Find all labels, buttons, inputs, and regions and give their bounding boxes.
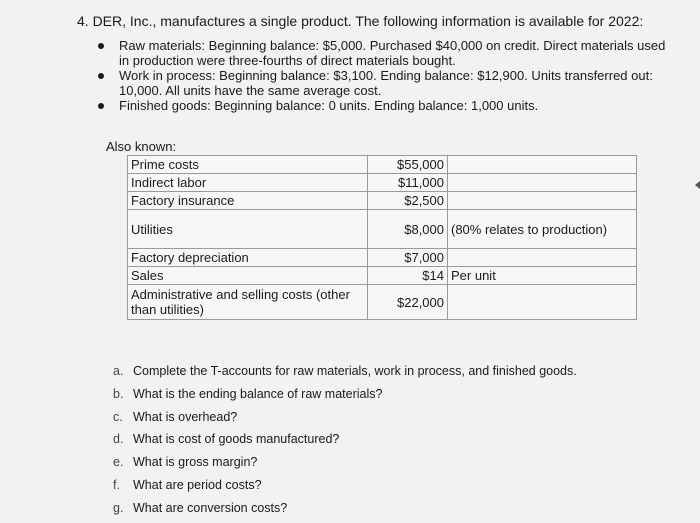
row-note	[448, 174, 637, 192]
row-label: Indirect labor	[128, 174, 368, 192]
row-label: Factory insurance	[128, 192, 368, 210]
question-text: What is overhead?	[133, 409, 238, 424]
cost-data-table	[127, 155, 637, 320]
question-letter: a.	[113, 364, 124, 378]
question-text: What is cost of goods manufactured?	[133, 432, 340, 447]
row-label: Factory depreciation	[128, 249, 368, 267]
bullet-text: Finished goods: Beginning balance: 0 units. Ending balance: 1,000 units.	[119, 98, 539, 113]
question-text: Complete the T-accounts for raw materials, work in process, and finished goods.	[133, 364, 577, 378]
table-row	[128, 249, 637, 267]
row-note	[448, 285, 637, 320]
bullet-dot-icon	[98, 43, 104, 49]
row-amount: $7,000	[368, 249, 448, 267]
row-note: Per unit	[448, 267, 637, 285]
question-text: What is the ending balance of raw materials?	[133, 386, 383, 401]
question-item	[113, 385, 577, 408]
question-letter: b.	[113, 386, 124, 401]
bullet-raw-materials	[95, 38, 675, 68]
row-label: Utilities	[128, 210, 368, 249]
bullet-dot-icon	[98, 73, 104, 79]
also-known-label: Also known:	[106, 139, 177, 154]
bullet-work-in-process	[95, 68, 675, 98]
row-note	[448, 156, 637, 174]
question-letter: e.	[113, 455, 124, 470]
question-text: What are period costs?	[133, 477, 262, 492]
table-row	[128, 174, 637, 192]
question-item	[113, 430, 577, 453]
question-text: What are conversion costs?	[133, 500, 288, 515]
question-item	[113, 453, 577, 476]
table-row	[128, 267, 637, 285]
bullet-text: Raw materials: Beginning balance: $5,000. Purchased $40,000 on credit. Direct materials used in production were three-fourths of direct materials bought.	[119, 38, 666, 68]
question-letter: f.	[113, 477, 120, 492]
table-row	[128, 192, 637, 210]
arrow-left-icon	[695, 181, 700, 189]
row-amount: $22,000	[368, 285, 448, 320]
row-note: (80% relates to production)	[448, 210, 637, 249]
question-item	[113, 408, 577, 431]
problem-title: 4. DER, Inc., manufactures a single product. The following information is available for 2022:	[77, 13, 644, 29]
row-label: Prime costs	[128, 156, 368, 174]
table-row	[128, 156, 637, 174]
row-label: Sales	[128, 267, 368, 285]
row-amount: $11,000	[368, 174, 448, 192]
table-row	[128, 285, 637, 320]
bullet-dot-icon	[98, 103, 104, 109]
question-letter: c.	[113, 409, 123, 424]
question-item	[113, 476, 577, 499]
row-label: Administrative and selling costs (other than utilities)	[128, 285, 368, 320]
bullet-finished-goods	[95, 98, 675, 113]
row-amount: $2,500	[368, 192, 448, 210]
row-amount: $55,000	[368, 156, 448, 174]
question-text: What is gross margin?	[133, 455, 258, 470]
questions-list	[113, 362, 577, 522]
question-item	[113, 499, 577, 522]
row-amount: $8,000	[368, 210, 448, 249]
question-letter: g.	[113, 500, 124, 515]
row-note	[448, 192, 637, 210]
row-amount: $14	[368, 267, 448, 285]
row-note	[448, 249, 637, 267]
question-item	[113, 362, 577, 385]
table-row	[128, 210, 637, 249]
given-information-list	[95, 38, 675, 113]
question-letter: d.	[113, 432, 124, 447]
bullet-text: Work in process: Beginning balance: $3,100. Ending balance: $12,900. Units transferred out: 10,000. All units have the same average cost.	[119, 68, 653, 98]
